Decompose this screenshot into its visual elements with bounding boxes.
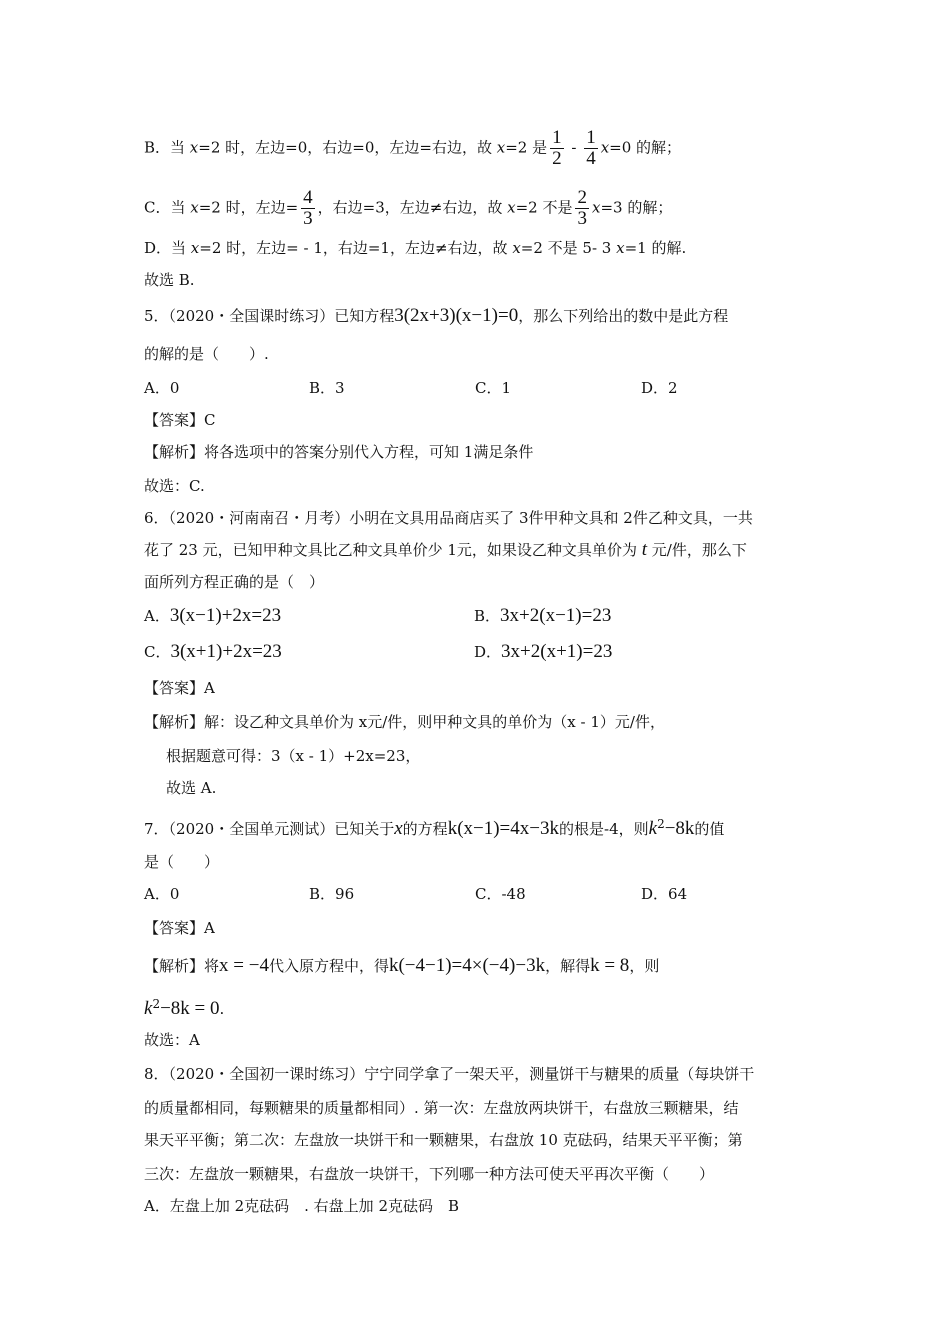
exponent: 2 [152, 997, 161, 1011]
text: C．当 [144, 198, 191, 217]
equation: −8k = 0 [160, 998, 220, 1019]
q5-choice: 故选：C. [144, 477, 205, 495]
option-c: C．-48 [475, 885, 526, 903]
q7-answer: 【答案】A [144, 919, 215, 937]
var: x [190, 198, 199, 217]
text: B．当 [144, 138, 190, 157]
text: 7．（2020・全国单元测试）已知关于 [144, 820, 395, 838]
text: =2 时，左边=0，右边=0，左边=右边，故 [198, 138, 497, 157]
text: - [566, 138, 582, 157]
var: x [496, 138, 506, 157]
equation: 3(x−1)+2x=23 [169, 605, 282, 626]
q4-option-d [144, 238, 686, 258]
text: 5．（2020・全国课时练习）已知方程 [144, 307, 395, 325]
text: D．当 [144, 239, 191, 257]
var: t [641, 539, 647, 560]
expression: −8k [664, 818, 695, 839]
q6-option-d [474, 642, 612, 662]
option-d: D．2 [641, 379, 678, 397]
q8-line1: 8．（2020・全国初一课时练习）宁宁同学拿了一架天平，测量饼干与糖果的质量（每块饼干 [144, 1065, 755, 1083]
equation: k(x−1)=4x−3k [447, 818, 559, 839]
fraction: $\frac{4}{3}$ [303, 187, 313, 229]
q6-stem-line1: 6．（2020・河南南召・月考）小明在文具用品商店买了 3件甲种文具和 2件乙种文具，一共 [144, 509, 753, 527]
equation: k = 8 [590, 955, 630, 976]
fraction: $\frac{1}{4}$ [586, 127, 596, 169]
fraction: $\frac{1}{2}$ [552, 127, 562, 169]
q6-analysis-1: 【解析】解：设乙种文具单价为 x元/件，则甲种文具的单价为（x - 1）元/件， [144, 713, 665, 731]
var: x [394, 818, 403, 839]
q7-stem-line1 [144, 814, 724, 839]
var: k [144, 998, 153, 1019]
text: ，则 [629, 957, 660, 975]
q7-choice: 故选：A [144, 1031, 200, 1049]
var: x [190, 239, 200, 257]
exponent: 2 [657, 817, 665, 831]
var: x [507, 198, 516, 217]
q7-analysis-line2 [144, 994, 224, 1019]
text: 的值 [694, 820, 725, 838]
option-c: C．1 [475, 379, 512, 397]
q6-option-a [144, 606, 281, 626]
q6-stem-line2 [144, 540, 747, 560]
equation: 3x+2(x−1)=23 [500, 605, 612, 626]
q5-stem-line1 [144, 306, 728, 326]
equation: k(−4−1)=4×(−4)−3k [388, 955, 546, 976]
option-a: A．0 [144, 885, 180, 903]
text: 的方程 [402, 820, 448, 838]
var: x [189, 138, 199, 157]
text: =2 时，左边= [198, 198, 299, 217]
text: 花了 23 元，已知甲种文具比乙种文具单价少 1元，如果设乙种文具单价为 [144, 541, 642, 559]
var: x [616, 239, 625, 257]
q5-answer: 【答案】C [144, 411, 216, 429]
var: k [648, 818, 658, 839]
label: B． [474, 607, 501, 625]
q6-analysis-3: 故选 A. [166, 779, 217, 797]
q6-analysis-2: 根据题意可得：3（x - 1）+2x=23， [166, 747, 421, 765]
label: A． [144, 607, 170, 625]
var: x [600, 138, 610, 157]
text: ，那么下列给出的数中是此方程 [518, 307, 729, 325]
text: . [219, 1000, 225, 1018]
option-a: A．0 [144, 379, 180, 397]
q5-analysis: 【解析】将各选项中的答案分别代入方程，可知 1满足条件 [144, 443, 534, 461]
text: =2 不是 5- 3 [520, 239, 617, 257]
q8-line4: 三次：左盘放一颗糖果，右盘放一块饼干，下列哪一种方法可使天平再次平衡（ ） [144, 1165, 715, 1183]
label: D． [474, 643, 502, 661]
text: =2 是 [505, 138, 548, 157]
fraction: $\frac{2}{3}$ [577, 187, 587, 229]
q6-answer: 【答案】A [144, 679, 215, 697]
option-b: B．3 [309, 379, 345, 397]
text: ，右边=3，左边≠右边，故 [317, 198, 508, 217]
var: x [591, 198, 601, 217]
text: =3 的解； [600, 198, 673, 217]
q6-stem-line3: 面所列方程正确的是（ ） [144, 573, 325, 591]
q7-stem-line2: 是（ ） [144, 853, 220, 871]
equation: 3(2x+3)(x−1)=0 [394, 305, 519, 326]
q4-choice: 故选 B. [144, 271, 195, 289]
text: =0 的解； [609, 138, 682, 157]
equation: 3x+2(x+1)=23 [501, 641, 613, 662]
q7-analysis-line1 [144, 956, 659, 976]
equation: 3(x+1)+2x=23 [170, 641, 282, 662]
q8-line3: 果天平平衡；第二次：左盘放一块饼干和一颗糖果，右盘放 10 克砝码，结果天平平衡；第 [144, 1131, 743, 1149]
q4-option-b [144, 128, 681, 169]
option-b: B．96 [309, 885, 355, 903]
q6-option-c [144, 642, 282, 662]
text: 代入原方程中，得 [268, 957, 389, 975]
label: C． [144, 643, 171, 661]
q8-line5: A．左盘上加 2克砝码 . 右盘上加 2克砝码 B [144, 1197, 460, 1215]
option-d: D．64 [641, 885, 688, 903]
text: =2 时，左边= - 1，右边=1，左边≠右边，故 [199, 239, 513, 257]
text: 的根是-4，则 [559, 820, 649, 838]
text: ，解得 [545, 957, 591, 975]
text: 【解析】将 [144, 957, 220, 975]
q5-stem-line2: 的解的是（ ）. [144, 345, 269, 363]
q8-line2: 的质量都相同，每颗糖果的质量都相同）. 第一次：左盘放两块饼干，右盘放三颗糖果，结 [144, 1099, 739, 1117]
q4-option-c [144, 188, 672, 229]
equation: x = −4 [219, 955, 269, 976]
text: =1 的解. [624, 239, 687, 257]
q6-option-b [474, 606, 611, 626]
text: =2 不是 [515, 198, 573, 217]
var: x [512, 239, 521, 257]
text: 元/件，那么下 [647, 541, 747, 559]
